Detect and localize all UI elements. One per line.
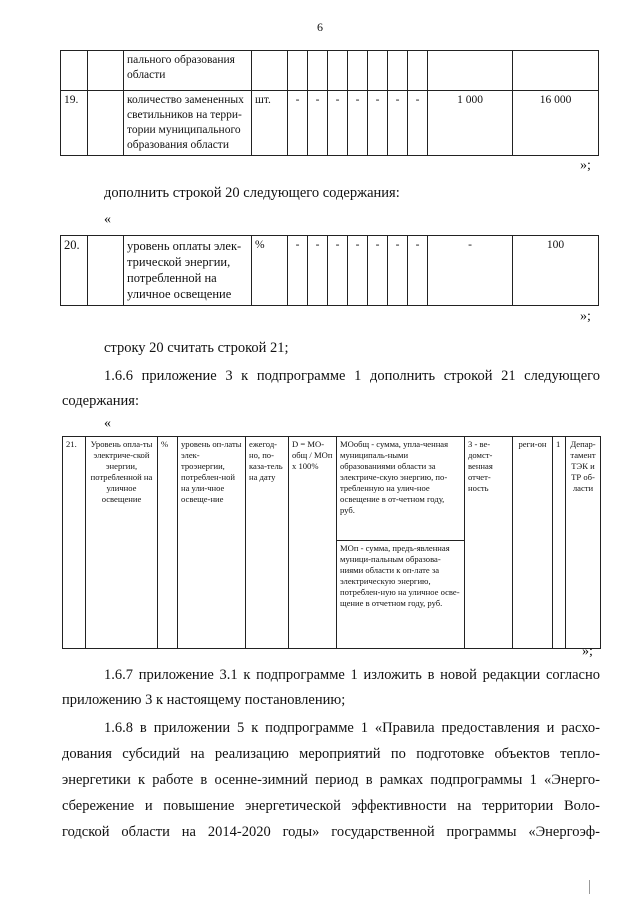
unit-cell: % [158, 437, 178, 649]
value-cell: - [408, 236, 428, 306]
value-cell: - [348, 91, 368, 156]
table-row [61, 51, 599, 91]
value-cell: - [388, 236, 408, 306]
paragraph-166-line2: содержания: [62, 393, 140, 409]
value-cell: - [368, 91, 388, 156]
opening-quote: « [104, 416, 111, 431]
value-cell: - [288, 236, 308, 306]
closing-quote: »; [580, 309, 591, 324]
paragraph-167-line2: приложению 3 к настоящему постановлению; [62, 692, 346, 708]
indicator-definition: уровень оп-латы элек-троэнергии, потреблен-ной на ули-чное освеще-ние [178, 437, 246, 649]
indicator-table-a [60, 50, 599, 156]
table-row [61, 236, 599, 306]
row-continuation-text: пального образования области [124, 51, 252, 91]
row-number: 19. [61, 91, 88, 156]
paragraph-167-line1: 1.6.7 приложение 3.1 к подпрограмме 1 изложить в новой редакции согласно [104, 667, 600, 683]
unit-cell: % [252, 236, 288, 306]
table-row [63, 437, 601, 541]
value-cell: 1 000 [428, 91, 513, 156]
value-cell: - [368, 236, 388, 306]
value-cell: - [408, 91, 428, 156]
unit-cell: шт. [252, 91, 288, 156]
value-cell: - [348, 236, 368, 306]
paragraph-add-row20: дополнить строкой 20 следующего содержания: [104, 185, 400, 201]
code-cell: 1 [553, 437, 566, 649]
paragraph-168-line1: 1.6.8 в приложении 5 к подпрограмме 1 «Правила предоставления и расхо- [104, 720, 600, 736]
value-cell: - [288, 91, 308, 156]
page-number: 6 [317, 20, 323, 34]
value-cell: - [308, 236, 328, 306]
indicator-table-c [62, 436, 601, 649]
formula-variable-1: MOобщ - сумма, упла-ченная муниципаль-ными образованиями области за электриче-скую энергию, по-требленную на улич-ное освещение в от-четном году, руб. [337, 437, 465, 541]
row-number: 21. [63, 437, 86, 649]
level-cell: реги-он [513, 437, 553, 649]
value-cell: - [328, 91, 348, 156]
value-cell: 16 000 [513, 91, 599, 156]
data-source-cell: 3 - ве-домст-венная отчет-ность [465, 437, 513, 649]
opening-quote: « [104, 212, 111, 227]
paragraph-168-line3: энергетики к работе в осенне-зимний период в рамках подпрограммы 1 «Энерго- [62, 772, 600, 788]
formula-cell: D = MO-общ / MOп x 100% [289, 437, 337, 649]
paragraph-renumber: строку 20 считать строкой 21; [104, 340, 289, 356]
row-number: 20. [61, 236, 88, 306]
value-cell: - [308, 91, 328, 156]
indicator-name: уровень оплаты элек- трической энергии, потребленной на уличное освещение [124, 236, 252, 306]
value-cell: - [328, 236, 348, 306]
closing-quote: »; [580, 158, 591, 173]
paragraph-168-line5: годской области на 2014-2020 годы» государственной программы «Энергоэф- [62, 824, 600, 840]
responsible-cell: Депар-тамент ТЭК и ТР об-ласти [566, 437, 601, 649]
value-cell: - [428, 236, 513, 306]
indicator-name: Уровень опла-ты электриче-ской энергии, потребленной на уличное освещение [86, 437, 158, 649]
value-cell: 100 [513, 236, 599, 306]
closing-quote: »; [582, 644, 593, 659]
value-cell: - [388, 91, 408, 156]
periodicity-cell: ежегод-но, по-каза-тель на дату [246, 437, 289, 649]
indicator-table-b [60, 235, 599, 306]
scan-artifact [589, 880, 590, 894]
paragraph-168-line4: сбережение и повышение энергетической эффективности на территории Воло- [62, 798, 600, 814]
paragraph-166-line1: 1.6.6 приложение 3 к подпрограмме 1 дополнить строкой 21 следующего [104, 368, 600, 384]
indicator-name: количество замененных светильников на терри- тории муниципального образования области [124, 91, 252, 156]
table-row [61, 91, 599, 156]
formula-variable-2: MOп - сумма, предъ-явленная муници-пальным образова-ниями области к оп-лате за электрическую энергию, потреблен-ную на уличное осве-щение в отчетном году, руб. [337, 541, 465, 649]
paragraph-168-line2: дования субсидий на реализацию мероприятий по подготовке объектов тепло- [62, 746, 600, 762]
